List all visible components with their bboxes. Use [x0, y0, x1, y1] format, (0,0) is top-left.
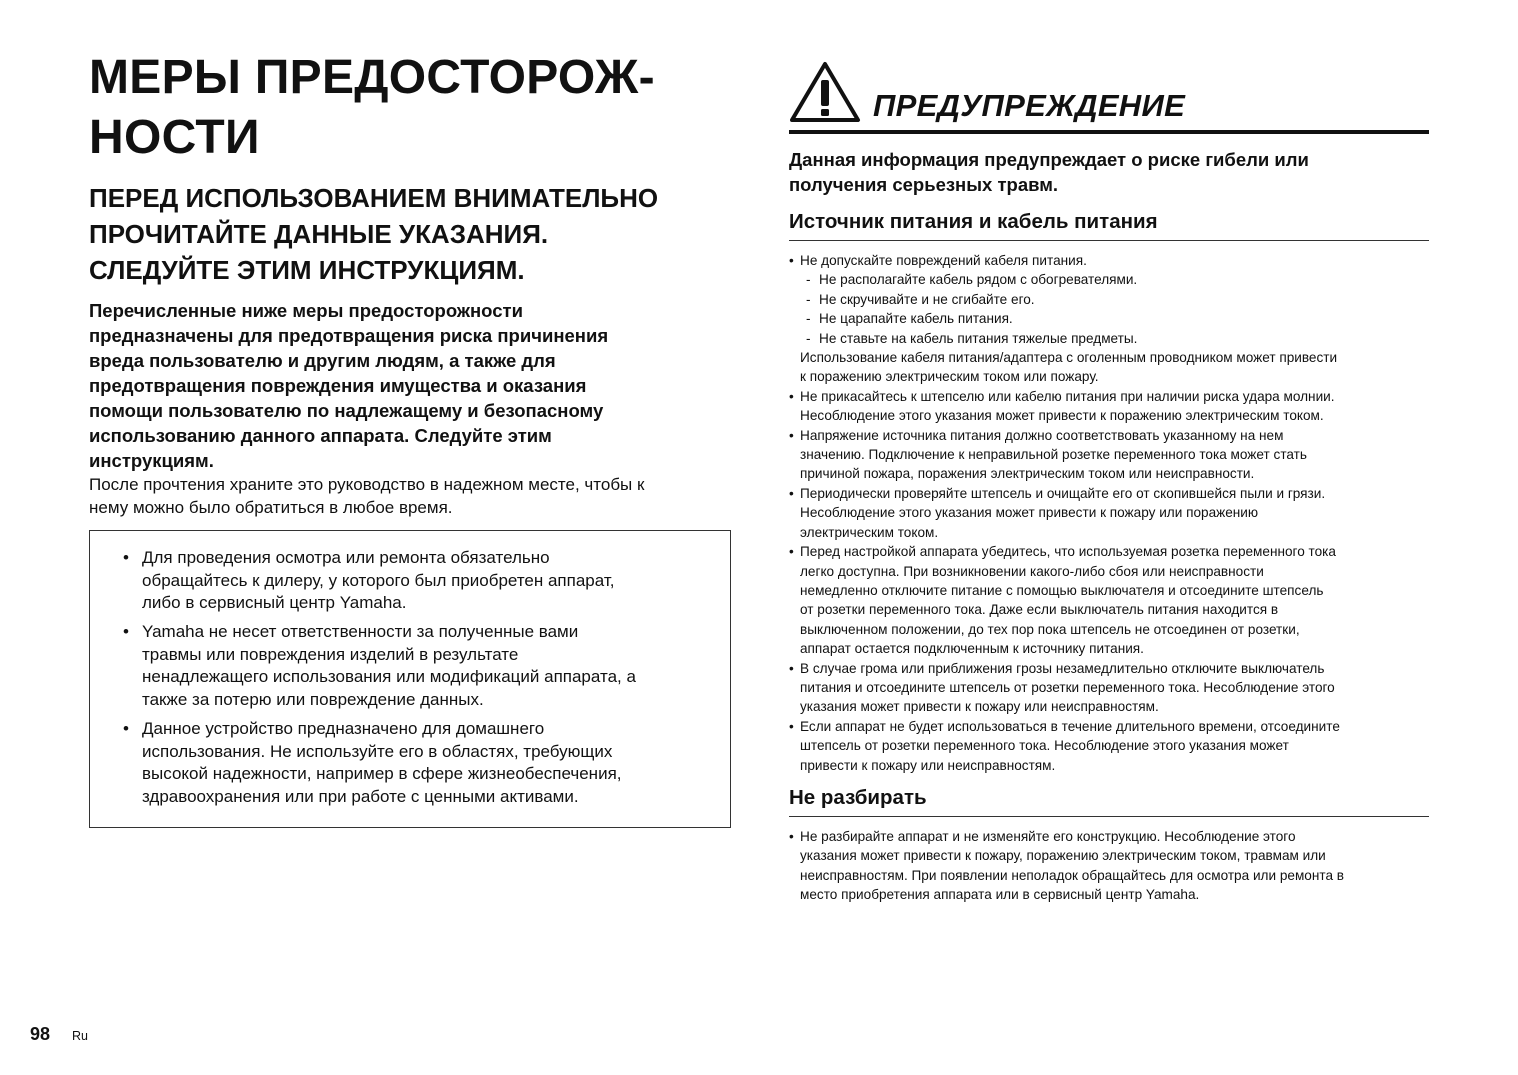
- text-line: Напряжение источника питания должно соответствовать указанному на нем: [800, 427, 1284, 443]
- text-line: травмы или повреждения изделий в результате: [142, 644, 519, 664]
- text-line: Yamaha не несет ответственности за полученные вами: [142, 622, 579, 642]
- warning-description: [789, 147, 1429, 197]
- text-line: Несоблюдение этого указания может привести к пожару или поражению: [800, 505, 1259, 521]
- text-line: Для проведения осмотра или ремонта обязательно: [142, 548, 550, 567]
- text-line: нему можно было обратиться в любое время.: [89, 498, 453, 517]
- text-line: значению. Подключение к неправильной розетке переменного тока может стать: [800, 447, 1307, 463]
- text-line: вреда пользователю и другим людям, а также для: [89, 350, 556, 371]
- note-item: [121, 547, 700, 615]
- text-line: Не допускайте повреждений кабеля питания.: [800, 253, 1087, 268]
- text-line: питания и отсоедините штепсель от розетки переменного тока. Несоблюдение этого: [800, 679, 1335, 695]
- text-line: неисправностям. При появлении неполадок обращайтесь для осмотра или ремонта в: [800, 867, 1345, 883]
- text-line: Использование кабеля питания/адаптера с оголенным проводником может привести: [800, 350, 1338, 366]
- sub-list-item: [806, 309, 1429, 328]
- subtitle-line: ПРОЧИТАЙТЕ ДАННЫЕ УКАЗАНИЯ.: [89, 219, 549, 249]
- warning-triangle-icon: [789, 60, 861, 124]
- note-item: [121, 621, 700, 711]
- text-line: от розетки переменного тока. Даже если выключатель питания находится в: [800, 602, 1279, 618]
- page-footer: [30, 1024, 88, 1045]
- intro-paragraph: [89, 473, 731, 519]
- intro-bold-paragraph: [89, 298, 731, 473]
- list-item: [789, 426, 1429, 484]
- language-code: Ru: [72, 1029, 89, 1043]
- dash-icon: -: [806, 291, 811, 307]
- sub-list-item: [806, 290, 1429, 309]
- dash-icon: -: [806, 311, 811, 327]
- text-line: Если аппарат не будет использоваться в течение длительного времени, отсоедините: [800, 718, 1340, 734]
- text-line: Данная информация предупреждает о риске гибели или: [789, 149, 1309, 170]
- text-line: немедленно отключите питание с помощью выключателя и отсоедините штепсель: [800, 582, 1324, 598]
- list-item: [789, 387, 1429, 426]
- disassemble-list: [789, 827, 1429, 905]
- list-item: [789, 659, 1429, 717]
- sub-list: [800, 270, 1429, 348]
- title-line: НОСТИ: [89, 111, 260, 164]
- text-line: выключенном положении, до тех пор пока штепсель не отсоединен от розетки,: [800, 621, 1300, 637]
- subtitle-line: ПЕРЕД ИСПОЛЬЗОВАНИЕМ ВНИМАТЕЛЬНО: [89, 183, 659, 213]
- text-line: электрическим током.: [800, 524, 939, 540]
- text-line: Периодически проверяйте штепсель и очищайте его от скопившейся пыли и грязи.: [800, 485, 1326, 501]
- text-line: Не скручивайте и не сгибайте его.: [819, 291, 1035, 307]
- bullet-icon: •: [789, 544, 794, 560]
- text-line: Не прикасайтесь к штепселю или кабелю питания при наличии риска удара молнии.: [800, 388, 1335, 404]
- right-column: [789, 54, 1429, 905]
- bullet-icon: •: [789, 828, 794, 844]
- text-line: Не разбирайте аппарат и не изменяйте его конструкцию. Несоблюдение этого: [800, 828, 1296, 844]
- warning-title: ПРЕДУПРЕЖДЕНИЕ: [873, 88, 1186, 123]
- text-line: ненадлежащего использования или модификаций аппарата, а: [142, 667, 636, 687]
- note-item: [121, 718, 700, 808]
- text-line: аппарат остается подключенным к источнику питания.: [800, 641, 1144, 657]
- page-number: 98: [30, 1024, 51, 1044]
- subtitle-line: СЛЕДУЙТЕ ЭТИМ ИНСТРУКЦИЯМ.: [89, 255, 525, 285]
- text-line: использованию данного аппарата. Следуйте этим: [89, 425, 552, 446]
- text-line: здравоохранения или при работе с ценными активами.: [142, 786, 579, 806]
- text-line: штепсель от розетки переменного тока. Несоблюдение этого указания может: [800, 738, 1289, 754]
- text-line: указания может привести к пожару, поражению электрическим током, травмам или: [800, 848, 1326, 864]
- bullet-icon: •: [789, 253, 794, 268]
- section-title-disassemble: Не разбирать: [789, 785, 1429, 817]
- text-line: Данное устройство предназначено для домашнего: [142, 719, 545, 739]
- text-line: высокой надежности, например в сфере жизнеобеспечения,: [142, 764, 622, 784]
- text-line: также за потерю или повреждение данных.: [142, 690, 484, 710]
- text-line: место приобретения аппарата или в сервисный центр Yamaha.: [800, 887, 1200, 903]
- list-item: [789, 542, 1429, 658]
- list-item: [789, 827, 1429, 905]
- bullet-icon: •: [789, 660, 794, 676]
- page-title: [89, 48, 731, 168]
- notes-box: [89, 530, 731, 828]
- text-line: к поражению электрическим током или пожару.: [800, 369, 1099, 385]
- text-line: Перед настройкой аппарата убедитесь, что используемая розетка переменного тока: [800, 544, 1336, 560]
- list-item: [789, 484, 1429, 542]
- bullet-icon: •: [789, 427, 794, 443]
- text-line: легко доступна. При возникновении какого-либо сбоя или неисправности: [800, 563, 1264, 579]
- warning-header: [789, 54, 1429, 134]
- text-line: инструкциям.: [89, 450, 214, 471]
- text-line: Несоблюдение этого указания может привести к поражению электрическим током.: [800, 408, 1324, 424]
- text-line: использования. Не используйте его в областях, требующих: [142, 741, 613, 761]
- bullet-icon: •: [123, 548, 129, 567]
- list-item: [789, 717, 1429, 775]
- text-line: Перечисленные ниже меры предосторожности: [89, 300, 523, 321]
- text-line: предназначены для предотвращения риска причинения: [89, 325, 609, 346]
- text-line: Не царапайте кабель питания.: [819, 311, 1013, 327]
- dash-icon: -: [806, 330, 811, 346]
- text-line: предотвращения повреждения имущества и оказания: [89, 375, 587, 396]
- list-item: [789, 251, 1429, 387]
- text-line: В случае грома или приближения грозы незамедлительно отключите выключатель: [800, 660, 1325, 676]
- dash-icon: -: [806, 272, 811, 288]
- section-title-power: Источник питания и кабель питания: [789, 209, 1429, 241]
- bullet-icon: •: [123, 622, 129, 642]
- text-line: Не ставьте на кабель питания тяжелые предметы.: [819, 330, 1138, 346]
- text-line: либо в сервисный центр Yamaha.: [142, 593, 407, 613]
- bullet-icon: •: [789, 388, 794, 404]
- text-line: помощи пользователю по надлежащему и безопасному: [89, 400, 604, 421]
- text-line: причиной пожара, поражения электрическим током или неисправности.: [800, 466, 1255, 482]
- bullet-icon: •: [789, 718, 794, 734]
- title-line: МЕРЫ ПРЕДОСТОРОЖ-: [89, 51, 655, 104]
- bullet-icon: •: [789, 485, 794, 501]
- power-list: [789, 251, 1429, 775]
- text-line: обращайтесь к дилеру, у которого был приобретен аппарат,: [142, 570, 615, 590]
- sub-list-item: [806, 329, 1429, 348]
- left-column: [89, 48, 731, 828]
- subtitle: [89, 180, 731, 288]
- notes-list: [121, 547, 700, 809]
- text-line: указания может привести к пожару или неисправностям.: [800, 699, 1159, 715]
- bullet-icon: •: [123, 719, 129, 739]
- text-line: привести к пожару или неисправностям.: [800, 757, 1056, 773]
- text-line: получения серьезных травм.: [789, 174, 1059, 195]
- text-line: После прочтения храните это руководство в надежном месте, чтобы к: [89, 475, 645, 494]
- sub-list-item: [806, 270, 1429, 289]
- text-line: Не располагайте кабель рядом с обогревателями.: [819, 272, 1138, 288]
